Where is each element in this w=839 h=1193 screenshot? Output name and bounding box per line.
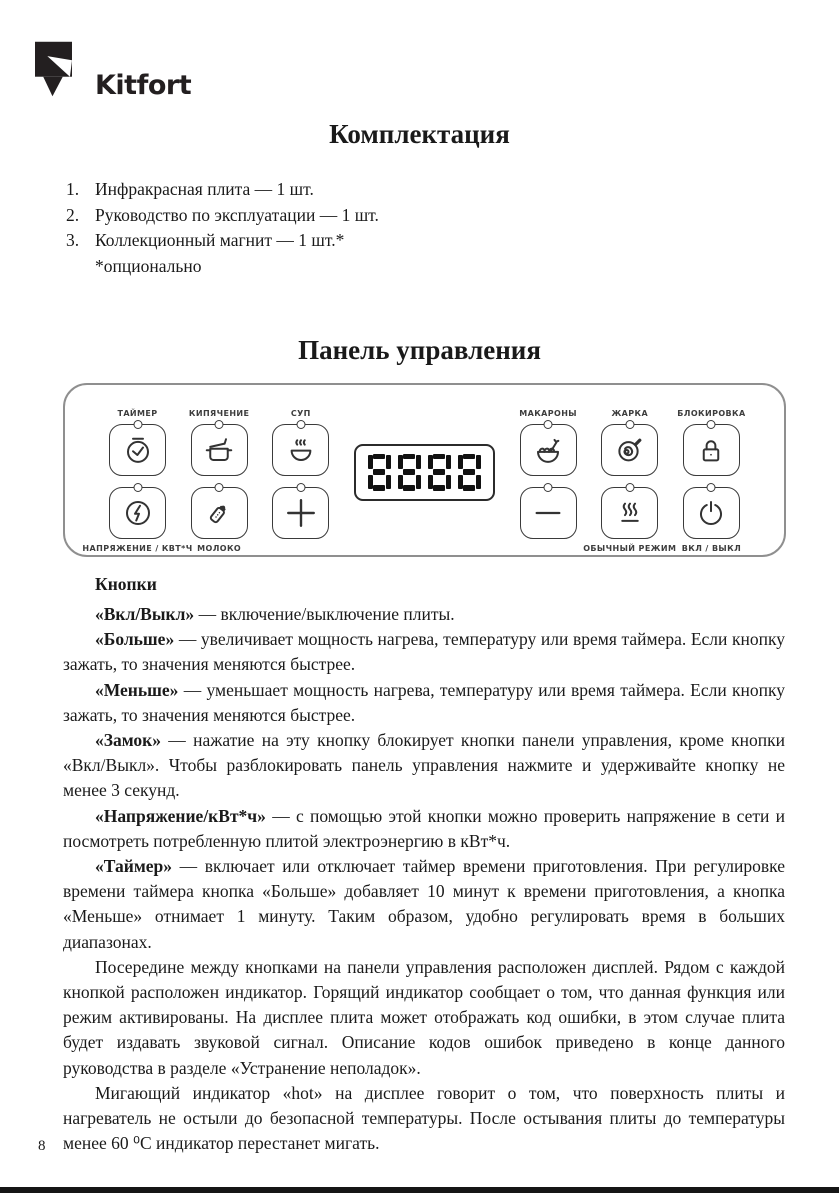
buttons-description — [63, 574, 785, 1156]
indicator-dot — [625, 420, 634, 429]
indicator-dot — [133, 420, 142, 429]
paragraph-text: — с помощью этой кнопки можно проверить напряжение в сети и посмотреть потребленную плитой электроэнергию в кВт*ч. — [63, 805, 785, 851]
frying-icon — [615, 435, 645, 465]
paragraph-text: Мигающий индикатор «hot» на дисплее говорит о том, что поверхность плиты и нагреватель не остыли до безопасной температуры. После остывания плиты до температуры менее 60 ⁰С индикатор перестанет мигать. — [63, 1082, 785, 1154]
paragraph — [63, 804, 785, 854]
panel-column — [188, 385, 250, 555]
button-label-soup: СУП — [290, 409, 311, 418]
button-label-boiling: КИПЯЧЕНИЕ — [188, 409, 250, 418]
equipment-list — [66, 177, 379, 279]
soup-icon — [286, 435, 316, 465]
paragraph — [63, 678, 785, 728]
button-label-pasta: МАКАРОНЫ — [519, 409, 577, 418]
indicator-dot — [544, 483, 553, 492]
list-item-text: Коллекционный магнит — 1 шт.* — [95, 230, 345, 250]
plus-button — [272, 487, 329, 539]
paragraph — [63, 955, 785, 1081]
indicator-dot — [707, 483, 716, 492]
buttons-heading: Кнопки — [95, 574, 157, 594]
paragraph — [63, 602, 785, 627]
power-button — [683, 487, 740, 539]
indicator-dot — [544, 420, 553, 429]
list-item-number: 3. — [66, 230, 80, 250]
list-item-text: Руководство по эксплуатации — 1 шт. — [95, 204, 379, 225]
footnote: *опционально — [95, 255, 202, 276]
section-title-panel: Панель управления — [298, 335, 541, 365]
indicator-dot — [707, 420, 716, 429]
list-item — [66, 228, 379, 254]
boiling-icon — [204, 435, 234, 465]
panel-column — [520, 385, 577, 555]
soup-button — [272, 424, 329, 476]
paragraph-text: — нажатие на эту кнопку блокирует кнопки панели управления, кроме кнопки «Вкл/Выкл». Чтобы разблокировать панель управления нажмите и удерживайте кнопку не менее 3 секунд. — [63, 730, 785, 801]
paragraph-text: — включение/выключение плиты. — [194, 604, 455, 624]
list-item-number: 2. — [66, 204, 80, 225]
paragraph-lead: «Меньше» — [95, 679, 179, 700]
indicator-dot — [625, 483, 634, 492]
display-digit — [428, 454, 451, 491]
list-item — [66, 203, 379, 229]
control-panel-diagram — [63, 383, 786, 557]
button-label-milk: МОЛОКО — [197, 544, 242, 553]
paragraph-lead: «Таймер» — [95, 856, 172, 877]
timer-button — [109, 424, 166, 476]
frying-button — [601, 424, 658, 476]
segment-display — [354, 444, 495, 501]
section-title-equipment: Комплектация — [329, 119, 510, 149]
button-label-lock: БЛОКИРОВКА — [677, 409, 746, 418]
paragraph — [63, 728, 785, 804]
boiling-button — [191, 424, 248, 476]
voltage-button — [109, 487, 166, 539]
timer-icon — [123, 435, 153, 465]
display-digit — [398, 454, 421, 491]
button-label-voltage: НАПРЯЖЕНИЕ / КВТ*Ч — [82, 544, 193, 553]
display-wrapper — [354, 444, 495, 501]
button-label-timer: ТАЙМЕР — [117, 409, 158, 418]
normal-mode-button — [601, 487, 658, 539]
power-icon — [696, 498, 726, 528]
kitfort-logo-mark — [35, 41, 72, 97]
pasta-button — [520, 424, 577, 476]
milk-button — [191, 487, 248, 539]
indicator-dot — [215, 420, 224, 429]
indicator-dot — [296, 420, 305, 429]
plus-icon — [283, 495, 319, 531]
milk-icon — [204, 498, 234, 528]
paragraph-lead: «Замок» — [95, 730, 162, 751]
paragraph-text: Посередине между кнопками на панели управления расположен дисплей. Рядом с каждой кнопкой расположен индикатор. Горящий индикатор сообщает о том, что данная функция или режим активированы. На дисплее плита может отображать код ошибки, в этом случае плита будет издавать звуковой сигнал. Описание кодов ошибок приведено в конце данного руководства в разделе «Устранение неполадок». — [63, 956, 785, 1078]
panel-column — [272, 385, 329, 555]
minus-icon — [531, 496, 565, 530]
display-digit — [458, 454, 481, 491]
heat-icon — [615, 498, 645, 528]
paragraph — [63, 627, 785, 677]
button-label-normal-mode: ОБЫЧНЫЙ РЕЖИМ — [583, 544, 677, 553]
brand-logo — [35, 41, 192, 101]
lock-button — [683, 424, 740, 476]
minus-button — [520, 487, 577, 539]
paragraph — [63, 854, 785, 955]
page-number: 8 — [38, 1138, 46, 1154]
pasta-icon — [533, 435, 563, 465]
button-label-frying: ЖАРКА — [611, 409, 649, 418]
paragraph-lead: «Вкл/Выкл» — [95, 604, 195, 624]
paragraph-text: — уменьшает мощность нагрева, температуру или время таймера. Если кнопку зажать, то значения меняются быстрее. — [63, 679, 785, 725]
paragraph-text: — увеличивает мощность нагрева, температуру или время таймера. Если кнопку зажать, то значения меняются быстрее. — [63, 629, 785, 675]
voltage-icon — [123, 498, 153, 528]
paragraph — [63, 1081, 785, 1157]
panel-column — [583, 385, 677, 555]
lock-icon — [696, 435, 726, 465]
indicator-dot — [133, 483, 142, 492]
paragraph-text: — включает или отключает таймер времени приготовления. При регулировке времени таймера кнопка «Больше» добавляет 10 минут к времени приготовления, а кнопка «Меньше» отнимает 1 минуту. Таким образом, удобно регулировать время в больших диапазонах. — [63, 856, 785, 952]
indicator-dot — [215, 483, 224, 492]
list-item-number: 1. — [66, 179, 80, 199]
page-footer-bar — [0, 1187, 839, 1193]
paragraph-lead: «Напряжение/кВт*ч» — [95, 805, 266, 826]
display-digit — [368, 454, 391, 491]
paragraph-lead: «Больше» — [95, 629, 175, 650]
indicator-dot — [296, 483, 305, 492]
list-item — [66, 177, 379, 203]
panel-column — [677, 385, 746, 555]
brand-name: Kitfort — [95, 70, 192, 101]
list-item-text: Инфракрасная плита — 1 шт. — [95, 179, 314, 199]
button-label-power: ВКЛ / ВЫКЛ — [681, 544, 742, 553]
panel-column — [82, 385, 193, 555]
